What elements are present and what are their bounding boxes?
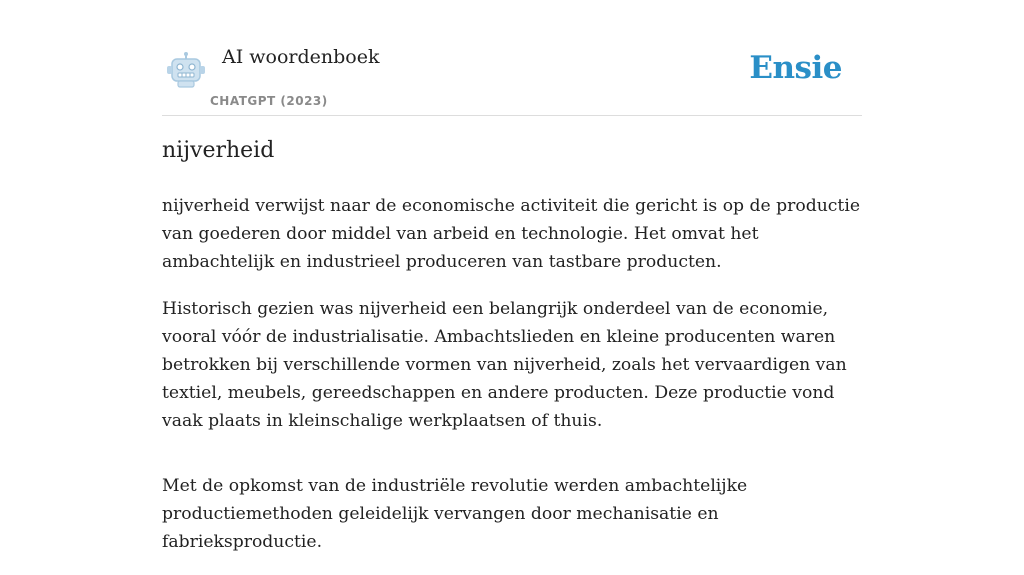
site-subtitle: CHATGPT (2023) bbox=[210, 94, 328, 108]
entry-term: nijverheid bbox=[162, 138, 275, 163]
entry-paragraph: nijverheid verwijst naar de economische activiteit die gericht is op de productie van goederen door middel van arbeid en technologie. Het omvat het ambachtelijk en industrieel produceren van tastbare producten. bbox=[162, 196, 860, 272]
page bbox=[162, 0, 862, 552]
header bbox=[162, 38, 862, 116]
entry-body bbox=[162, 192, 862, 575]
robot-icon bbox=[166, 52, 206, 88]
site-title[interactable]: AI woordenboek bbox=[222, 46, 380, 68]
brand-logo[interactable]: Ensie bbox=[749, 50, 842, 86]
entry-paragraph: Historisch gezien was nijverheid een belangrijk onderdeel van de economie, vooral vóór de industrialisatie. Ambachtslieden en kleine producenten waren betrokken bij verschillende vormen van nijverheid, zoals het vervaardigen van textiel, meubels, gereedschappen en andere producten. Deze productie vond vaak plaats in kleinschalige werkplaatsen of thuis. bbox=[162, 299, 847, 431]
entry-paragraph: Met de opkomst van de industriële revolutie werden ambachtelijke productiemethoden geleidelijk vervangen door mechanisatie en fabrieksproductie. bbox=[162, 476, 748, 552]
